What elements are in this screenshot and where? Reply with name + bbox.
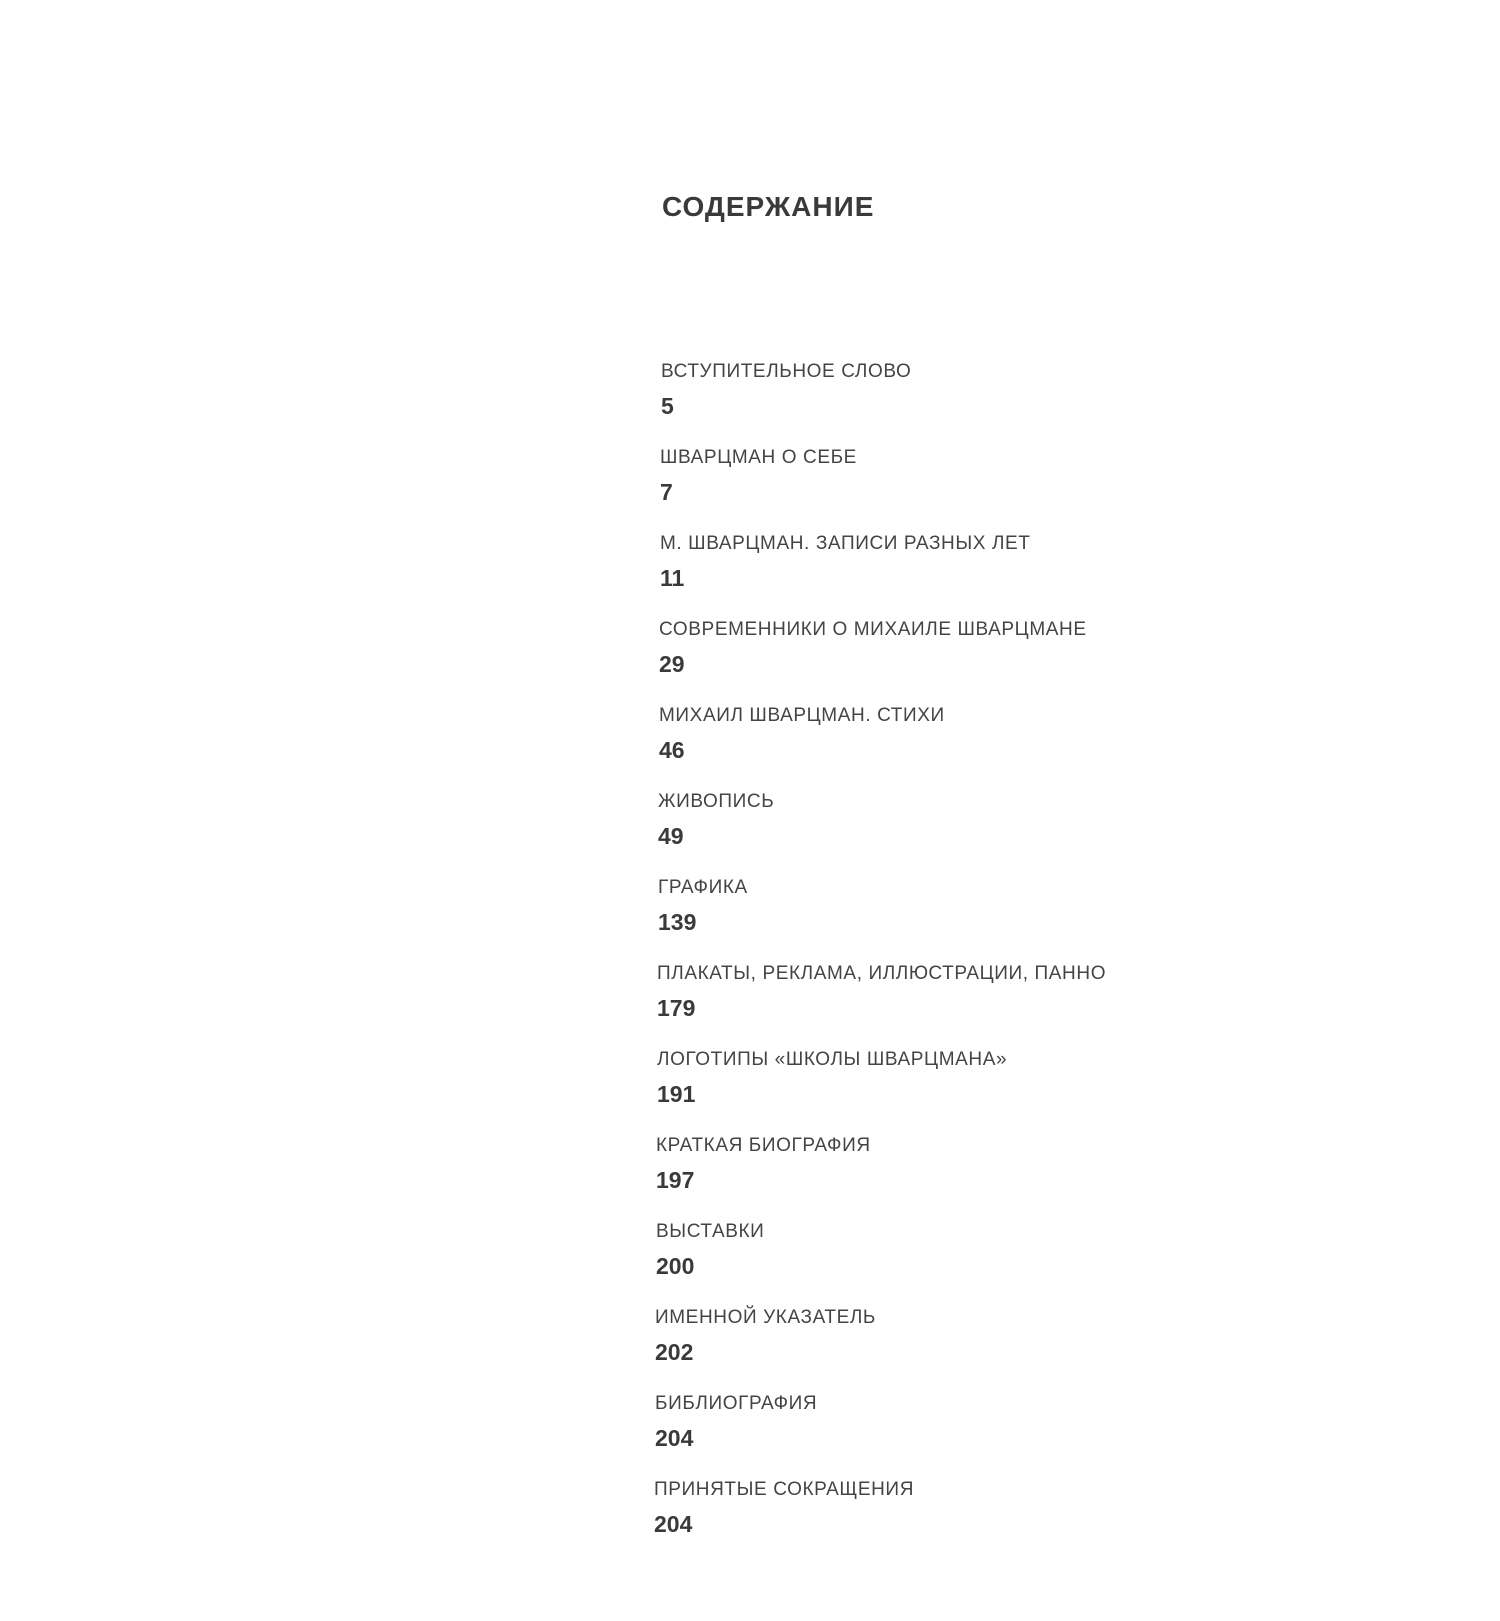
toc-entry-label: ШВАРЦМАН О СЕБЕ [660,447,857,468]
toc-entry [656,1220,1176,1300]
toc-entry [657,1048,1177,1128]
toc-entry [661,360,1181,440]
toc-entry-page: 204 [655,1425,694,1451]
toc-entry-label: М. ШВАРЦМАН. ЗАПИСИ РАЗНЫХ ЛЕТ [660,533,1031,554]
toc-entry-page: 200 [656,1253,695,1279]
toc-entry-page: 191 [657,1081,696,1107]
toc-entry [658,876,1178,956]
toc-entry-page: 29 [659,651,685,677]
toc-entry [658,790,1178,870]
toc-entry-page: 179 [657,995,696,1021]
toc-entry [657,962,1177,1042]
page-title: СОДЕРЖАНИЕ [662,191,875,222]
toc-entry-label: СОВРЕМЕННИКИ О МИХАИЛЕ ШВАРЦМАНЕ [659,619,1087,640]
toc-entry-page: 139 [658,909,697,935]
toc-entry-label: ГРАФИКА [658,877,748,898]
toc-entry [654,1478,1174,1558]
toc-entry [655,1392,1175,1472]
toc-entry-label: ПЛАКАТЫ, РЕКЛАМА, ИЛЛЮСТРАЦИИ, ПАННО [657,963,1107,984]
toc-entry-label: ИМЕННОЙ УКАЗАТЕЛЬ [655,1307,876,1328]
toc-entry-page: 5 [661,393,674,419]
toc-entry [659,704,1179,784]
toc-entry [659,618,1179,698]
toc-entry [660,446,1180,526]
toc-entry-page: 7 [660,479,673,505]
toc-entry-page: 204 [654,1511,693,1537]
toc-entry-label: МИХАИЛ ШВАРЦМАН. СТИХИ [659,705,945,726]
toc-entry-page: 49 [658,823,684,849]
toc-entry-page: 11 [660,565,685,591]
toc-entry-label: КРАТКАЯ БИОГРАФИЯ [656,1135,871,1156]
toc-entry-label: ВСТУПИТЕЛЬНОЕ СЛОВО [661,361,912,382]
toc-entry-label: ВЫСТАВКИ [656,1221,765,1242]
toc-entry [656,1134,1176,1214]
toc-entry-label: ЛОГОТИПЫ «ШКОЛЫ ШВАРЦМАНА» [657,1049,1008,1070]
toc-entry-label: ПРИНЯТЫЕ СОКРАЩЕНИЯ [654,1479,915,1500]
toc-entry-page: 197 [656,1167,695,1193]
toc-entry [660,532,1180,612]
toc-entry-label: ЖИВОПИСЬ [658,791,775,812]
toc-entry-label: БИБЛИОГРАФИЯ [655,1393,818,1414]
toc-entry [655,1306,1175,1386]
toc-entry-page: 46 [659,737,685,763]
toc-entry-page: 202 [655,1339,694,1365]
